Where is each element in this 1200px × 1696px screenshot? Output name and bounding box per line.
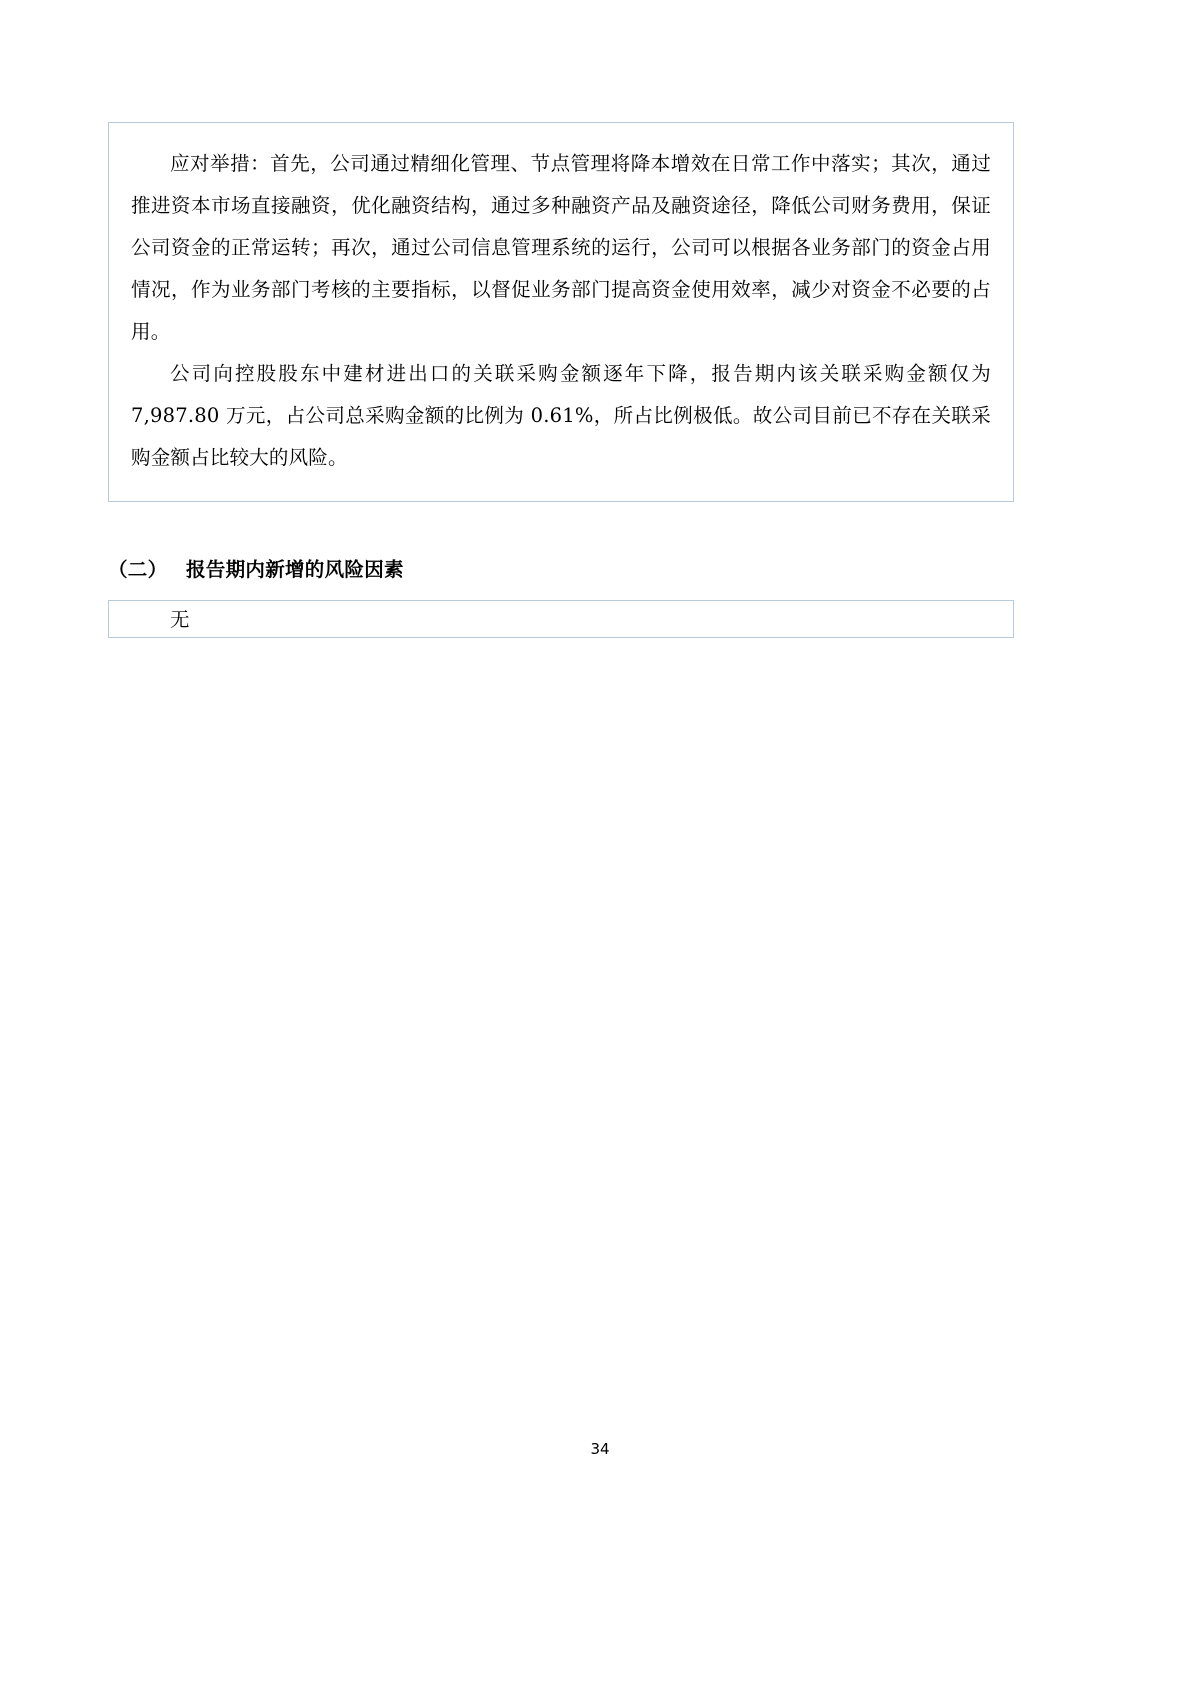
page-content xyxy=(108,122,1014,638)
risk-response-box xyxy=(108,122,1014,502)
new-risk-factors-box xyxy=(108,600,1014,638)
section-heading xyxy=(108,554,1014,582)
risk-paragraph-1: 应对举措：首先，公司通过精细化管理、节点管理将降本增效在日常工作中落实；其次，通过推进资本市场直接融资，优化融资结构，通过多种融资产品及融资途径，降低公司财务费用，保证公司资金的正常运转；再次，通过公司信息管理系统的运行，公司可以根据各业务部门的资金占用情况，作为业务部门考核的主要指标，以督促业务部门提高资金使用效率，减少对资金不必要的占用。 xyxy=(131,152,991,343)
page-number: 34 xyxy=(590,1440,610,1458)
new-risk-factors-content: 无 xyxy=(170,608,190,631)
risk-paragraph-2: 公司向控股股东中建材进出口的关联采购金额逐年下降，报告期内该关联采购金额仅为 7,987.80 万元，占公司总采购金额的比例为 0.61%，所占比例极低。故公司目前已不存在关联采购金额占比较大的风险。 xyxy=(131,362,991,469)
section-title: 报告期内新增的风险因素 xyxy=(186,558,404,581)
section-number: （二） xyxy=(108,558,168,581)
page-footer xyxy=(0,1440,1200,1458)
